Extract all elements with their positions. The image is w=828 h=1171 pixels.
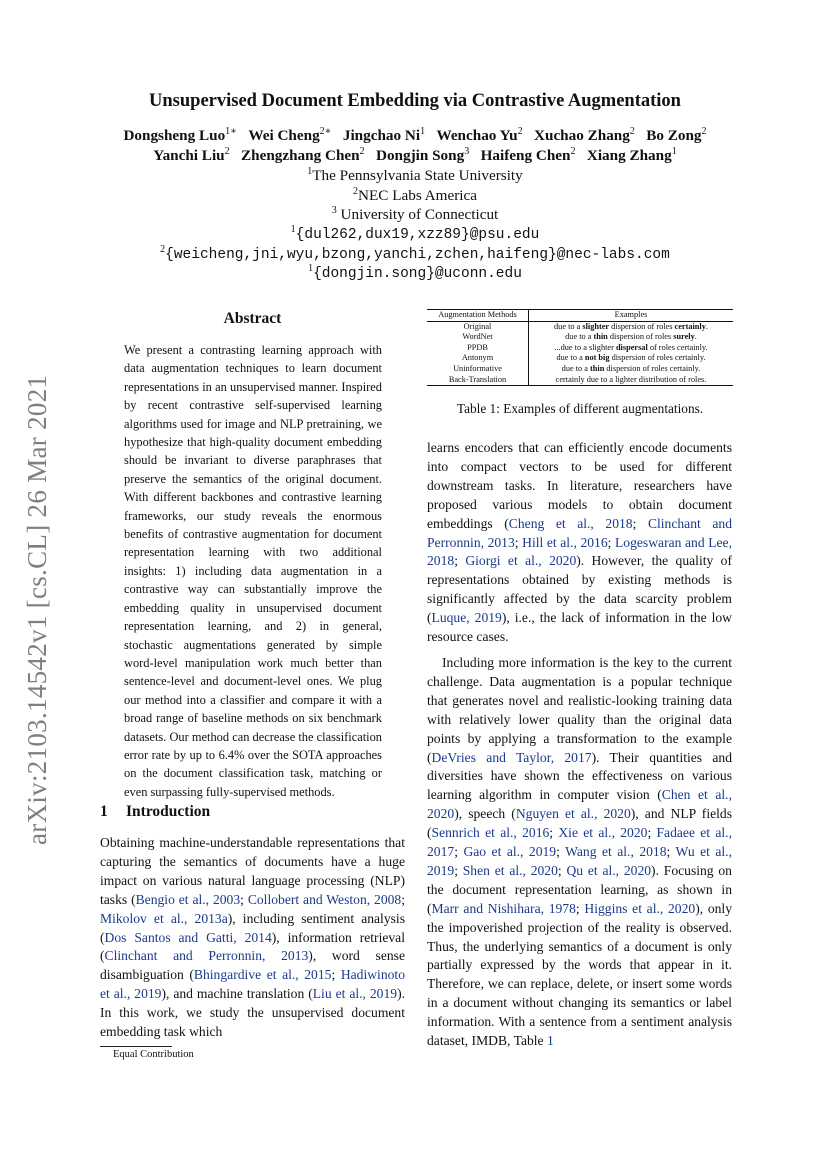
table-row: [427, 321, 733, 332]
citation-link[interactable]: Sennrich et al., 2016: [431, 825, 550, 841]
paragraph-text: ). Their quantities and diversities have shown the effectiveness on various learning algorithm in computer vision (: [427, 749, 732, 803]
author-name: Xuchao Zhang: [534, 127, 630, 145]
citation-link[interactable]: Nguyen et al., 2020: [515, 806, 631, 822]
author-affiliation-marker: 2: [224, 146, 230, 157]
citation-link[interactable]: Gao et al., 2019: [463, 844, 557, 860]
intro-column-left: [100, 834, 405, 1042]
paragraph-text: ). However, the quality of representations obtained by existing methods is significantly affected by the data scarcity problem (: [427, 553, 732, 626]
author-name: Yanchi Liu: [153, 147, 225, 165]
augmented-word: certainly: [674, 321, 706, 331]
paper-title: Unsupervised Document Embedding via Contrastive Augmentation: [149, 91, 681, 111]
table-cell-example: [529, 343, 734, 354]
table-row: [427, 343, 733, 354]
author: [481, 147, 576, 164]
paragraph-text: ;: [556, 844, 566, 860]
intro-paragraph-continued: [427, 439, 732, 647]
author: [123, 127, 237, 144]
example-text: ...due to a slighter: [554, 342, 616, 352]
author: [343, 127, 425, 144]
author: [534, 127, 635, 144]
augmented-word: dispersal: [615, 342, 648, 352]
table-cell-example: [529, 332, 734, 343]
affiliation-text: University of Connecticut: [336, 206, 499, 224]
author-name: Xiang Zhang: [586, 147, 672, 165]
paragraph-text: ;: [557, 862, 567, 878]
paragraph-text: ;: [454, 862, 463, 878]
affiliation-marker: 2: [353, 186, 359, 197]
paragraph-text: ;: [607, 534, 615, 550]
citation-link[interactable]: Luque, 2019: [431, 610, 502, 626]
author-affiliation-marker: 2: [359, 146, 365, 157]
example-text: certainly due to a lighter distribution of roles.: [555, 374, 707, 384]
author-affiliation-marker: 2: [570, 146, 576, 157]
email-text[interactable]: {dul262,dux19,xzz89}@psu.edu: [295, 227, 540, 244]
paragraph-text: ), and machine translation (: [161, 986, 313, 1002]
intro-column-right: [427, 439, 732, 1051]
paragraph-text: ), word sense disambiguation (: [100, 948, 405, 983]
table-caption: Table 1: Examples of different augmentations.: [456, 401, 704, 416]
author: [436, 127, 522, 144]
abstract-body: We present a contrasting learning approach with data augmentation techniques to learn document representations in an unsupervised manner. Inspired by recent contrastive self-supervised learning algorithms used for image and NLP pretraining, we hypothesize that high-quality document embedding should be invariant to diverse paraphrases that preserve the semantics of the original document. With different backbones and contrastive learning frameworks, our study reveals the enormous benefits of contrastive augmentation for document representation learning with two additional insights: 1) including data augmentation in a contrastive way can substantially improve the embedding quality in unsupervised document representation learning, and 2) in general, stochastic augmentations generated by simple word-level manipulation work much better than sentence-level and document-level ones. We plug our method into a classifier and compare it with a broad range of baseline methods on six benchmark datasets. Our method can decrease the classification error rate by up to 6.4% over the SOTA approaches on the document classification task, matching or even surpassing fully-supervised methods.: [124, 343, 382, 799]
email-marker: 1: [290, 224, 296, 235]
table-row: [427, 332, 733, 343]
paragraph-text: ), speech (: [454, 806, 516, 822]
paragraph-text: ;: [454, 553, 466, 569]
affiliation-text: NEC Labs America: [358, 187, 477, 205]
abstract-heading: Abstract: [223, 310, 282, 327]
section-heading-introduction: [100, 803, 210, 821]
paragraph-text: ), i.e., the lack of information in the low resource cases.: [427, 610, 732, 645]
citation-link[interactable]: Dos Santos and Gatti, 2014: [104, 929, 272, 945]
author-affiliation-marker: 3: [464, 146, 470, 157]
citation-link[interactable]: Bengio et al., 2003: [135, 891, 241, 907]
affiliation-marker: 3: [331, 205, 337, 216]
citation-link[interactable]: Higgins et al., 2020: [584, 900, 696, 916]
paragraph-text: ;: [401, 891, 405, 907]
author-line-2: [80, 146, 750, 165]
author-name: Wenchao Yu: [436, 127, 518, 145]
augmented-word: thin: [590, 363, 605, 373]
paragraph-text: ;: [331, 967, 341, 983]
table-row: [427, 353, 733, 364]
author-affiliation-marker: 2: [629, 126, 635, 137]
arxiv-stamp[interactable]: arXiv:2103.14542v1 [cs.CL] 26 Mar 2021: [22, 374, 52, 846]
table-row: [427, 375, 733, 386]
citation-link[interactable]: Clinchant and Perronnin, 2013: [104, 948, 309, 964]
paragraph-text: ). In this work, we study the unsupervised document embedding task which: [100, 986, 405, 1040]
citation-link[interactable]: Xie et al., 2020: [558, 825, 648, 841]
example-text: dispersion of roles certainly.: [604, 363, 701, 373]
author-affiliation-marker: 1: [420, 126, 426, 137]
citation-link[interactable]: Liu et al., 2019: [312, 986, 398, 1002]
email-line-3: [80, 263, 750, 282]
table-cell-example: [529, 321, 734, 332]
affiliation-3: [80, 205, 750, 224]
paragraph-text: ;: [549, 825, 559, 841]
paragraph-text: ). Focusing on the document representation learning, as shown in (: [427, 862, 732, 916]
author: [153, 147, 229, 164]
paragraph-text: ;: [514, 534, 523, 550]
citation-link[interactable]: Giorgi et al., 2020: [465, 553, 577, 569]
paragraph-text: ), only the impoverished projection of the reality is observed. Thus, the underlying semantics of a document is only partially expressed by the words that appear in it. Therefore, we can replace, delete, or insert some words in a document without changing its semantics or label information. With a sentence from a sentiment analysis dataset, IMDB, Table: [427, 900, 733, 1049]
author: [241, 147, 365, 164]
table-cell-method: Antonym: [427, 353, 529, 364]
augmented-word: not big: [584, 353, 610, 363]
email-marker: 1: [308, 263, 314, 274]
citation-link[interactable]: Hill et al., 2016: [522, 534, 608, 550]
section-number: 1: [100, 803, 108, 820]
paragraph-text: ), including sentiment analysis (: [100, 910, 405, 945]
citation-link[interactable]: Bhingardive et al., 2015: [193, 967, 332, 983]
email-marker: 2: [160, 244, 166, 255]
example-text: due to a: [554, 321, 583, 331]
author-name: Jingchao Ni: [342, 127, 421, 145]
table-header-examples: Examples: [529, 310, 734, 322]
paragraph-text: learns encoders that can efficiently encode documents into compact vectors to be used for different downstream tasks. In literature, researchers have proposed various models to obtain document embeddings (: [427, 440, 732, 531]
augmentation-table: [427, 309, 733, 386]
citation-link[interactable]: DeVries and Taylor, 2017: [431, 749, 592, 765]
paragraph-text: ;: [632, 515, 648, 531]
paragraph-text: ), and NLP fields (: [427, 806, 733, 841]
author-name: Dongsheng Luo: [123, 127, 226, 145]
author-name: Haifeng Chen: [480, 147, 571, 165]
citation-link[interactable]: Cheng et al., 2018: [508, 515, 633, 531]
author-name: Bo Zong: [646, 127, 702, 145]
paragraph-text: Including more information is the key to the current challenge. Data augmentation is a popular technique that generates novel and realistic-looking training data with relatively lower quality than the original data points by applying a transformation to the example (: [427, 654, 732, 765]
footnote: Equal Contribution: [113, 1049, 194, 1060]
citation-link[interactable]: Wang et al., 2018: [565, 844, 667, 860]
example-text: due to a: [556, 353, 585, 363]
affiliation-2: [80, 186, 750, 205]
intro-paragraph: [100, 834, 405, 1042]
paragraph-text: ), information retrieval (: [100, 929, 405, 964]
footnote-rule: [100, 1046, 172, 1047]
paragraph-text: ;: [454, 844, 464, 860]
table-cell-example: [529, 375, 734, 386]
author-affiliation-marker: 1: [671, 146, 677, 157]
citation-link[interactable]: 1: [546, 1033, 554, 1049]
author-affiliation-marker: 2: [701, 126, 707, 137]
table-cell-method: Back-Translation: [427, 375, 529, 386]
affiliation-text: The Pennsylvania State University: [312, 167, 523, 185]
author-affiliation-marker: 1∗: [225, 126, 237, 137]
table-cell-example: [529, 353, 734, 364]
citation-link[interactable]: Logeswaran and Lee, 2018: [427, 534, 732, 569]
table-body: [427, 321, 733, 386]
email-text[interactable]: {weicheng,jni,wyu,bzong,yanchi,zchen,haifeng}@nec-labs.com: [165, 247, 670, 264]
citation-link[interactable]: Hadiwinoto et al., 2019: [100, 967, 405, 1002]
email-line-2: [80, 244, 750, 263]
table-cell-method: PPDB: [427, 343, 529, 354]
example-text: .: [694, 332, 697, 342]
author-affiliation-marker: 2∗: [319, 126, 332, 137]
paragraph-text: ;: [666, 844, 676, 860]
author-line-1: [80, 126, 750, 145]
author: [248, 127, 331, 144]
citation-link[interactable]: Shen et al., 2020: [462, 862, 558, 878]
citation-link[interactable]: Mikolov et al., 2013a: [100, 910, 228, 926]
example-text: of roles certainly.: [647, 342, 708, 352]
citation-link[interactable]: Marr and Nishihara, 1978: [431, 900, 576, 916]
augmented-word: thin: [593, 332, 608, 342]
example-text: dispersion of roles: [609, 321, 675, 331]
author-name: Wei Cheng: [248, 127, 320, 145]
intro-paragraph-augmentation: [427, 654, 732, 1051]
paragraph-text: Obtaining machine-understandable representations that capturing the semantics of documents have a huge impact on various natural language processing (NLP) tasks (: [100, 835, 405, 907]
augmented-word: slighter: [582, 321, 610, 331]
paragraph-text: ;: [647, 825, 657, 841]
author: [376, 147, 469, 164]
example-text: due to a: [561, 363, 591, 373]
table-cell-method: Uninformative: [427, 364, 529, 375]
table-cell-method: WordNet: [427, 332, 529, 343]
citation-link[interactable]: Clinchant and Perronnin, 2013: [427, 515, 732, 550]
email-text[interactable]: {dongjin.song}@uconn.edu: [313, 266, 522, 283]
author-name: Zhengzhang Chen: [241, 147, 360, 165]
citation-link[interactable]: Chen et al., 2020: [427, 787, 732, 822]
email-line-1: [80, 224, 750, 243]
author-name: Dongjin Song: [375, 147, 465, 165]
paragraph-text: ;: [575, 900, 585, 916]
example-text: .: [705, 321, 708, 331]
paragraph-text: ;: [240, 891, 248, 907]
example-text: dispersion of roles: [607, 332, 674, 342]
example-text: dispersion of roles certainly.: [609, 353, 706, 363]
author: [646, 127, 706, 144]
table-cell-method: Original: [427, 321, 529, 332]
affiliation-1: [80, 166, 750, 185]
example-text: due to a: [565, 332, 594, 342]
citation-link[interactable]: Collobert and Weston, 2008: [247, 891, 402, 907]
augmented-word: surely: [673, 332, 695, 342]
author: [587, 147, 677, 164]
table-header-methods: Augmentation Methods: [427, 310, 529, 322]
section-title: Introduction: [126, 803, 211, 820]
author-affiliation-marker: 2: [517, 126, 523, 137]
citation-link[interactable]: Wu et al., 2019: [427, 844, 732, 878]
table-cell-example: [529, 364, 734, 375]
table-row: [427, 364, 733, 375]
affiliation-marker: 1: [307, 166, 313, 177]
citation-link[interactable]: Qu et al., 2020: [566, 862, 652, 878]
citation-link[interactable]: Fadaee et al., 2017: [427, 825, 732, 860]
table-header-row: [427, 310, 733, 322]
